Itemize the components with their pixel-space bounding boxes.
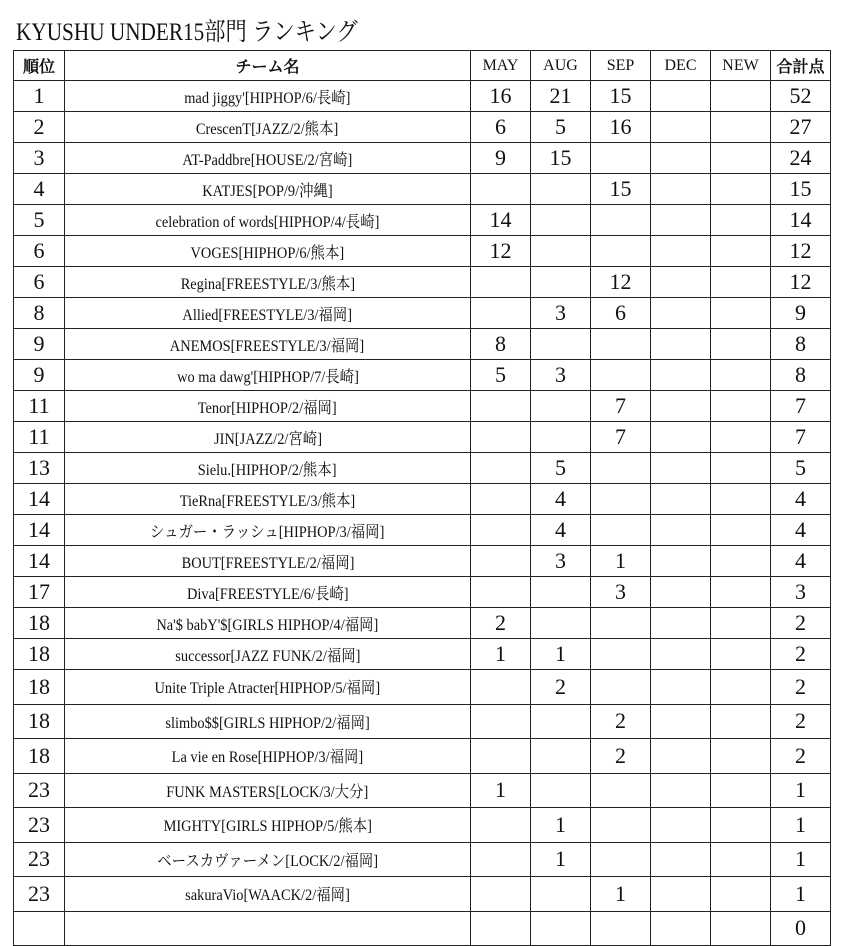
cell-aug (531, 739, 591, 774)
cell-dec (651, 81, 711, 112)
cell-sep (591, 236, 651, 267)
team-name: slimbo$$[GIRLS HIPHOP/2/福岡] (165, 714, 370, 732)
cell-sep (591, 808, 651, 843)
cell-total: 8 (771, 329, 831, 360)
cell-rank: 6 (14, 236, 65, 267)
cell-total: 9 (771, 298, 831, 329)
cell-may (471, 739, 531, 774)
cell-new (711, 484, 771, 515)
cell-rank: 14 (14, 546, 65, 577)
cell-rank: 23 (14, 773, 65, 808)
cell-dec (651, 174, 711, 205)
cell-total: 52 (771, 81, 831, 112)
cell-team (65, 422, 471, 453)
cell-new (711, 773, 771, 808)
team-name: Sielu.[HIPHOP/2/熊本] (198, 461, 337, 479)
team-name: Unite Triple Atracter[HIPHOP/5/福岡] (154, 680, 381, 698)
team-name: VOGES[HIPHOP/6/熊本] (190, 244, 345, 262)
cell-dec (651, 143, 711, 174)
cell-total: 1 (771, 842, 831, 877)
cell-may (471, 577, 531, 608)
cell-aug (531, 236, 591, 267)
cell-rank: 1 (14, 81, 65, 112)
table-row (14, 391, 831, 422)
cell-sep (591, 453, 651, 484)
team-name: TieRna[FREESTYLE/3/熊本] (179, 492, 356, 510)
cell-sep: 1 (591, 877, 651, 912)
cell-team (65, 112, 471, 143)
team-name: sakuraVio[WAACK/2/福岡] (185, 887, 350, 905)
cell-team (65, 911, 471, 946)
cell-sep (591, 773, 651, 808)
cell-total: 4 (771, 484, 831, 515)
cell-aug (531, 205, 591, 236)
team-name: mad jiggy'[HIPHOP/6/長崎] (184, 89, 351, 107)
cell-aug: 3 (531, 298, 591, 329)
cell-sep: 2 (591, 739, 651, 774)
cell-new (711, 608, 771, 639)
table-row (14, 608, 831, 639)
cell-may (471, 174, 531, 205)
cell-team (65, 360, 471, 391)
cell-team (65, 453, 471, 484)
cell-total: 7 (771, 391, 831, 422)
cell-rank (14, 911, 65, 946)
cell-total: 12 (771, 267, 831, 298)
header-row (14, 51, 831, 81)
cell-dec (651, 773, 711, 808)
team-name: successor[JAZZ FUNK/2/福岡] (174, 647, 361, 665)
cell-new (711, 205, 771, 236)
cell-may (471, 453, 531, 484)
cell-total: 8 (771, 360, 831, 391)
cell-may (471, 808, 531, 843)
cell-total: 27 (771, 112, 831, 143)
cell-dec (651, 236, 711, 267)
team-name: celebration of words[HIPHOP/4/長崎] (155, 213, 380, 231)
cell-new (711, 329, 771, 360)
cell-sep (591, 911, 651, 946)
cell-team (65, 739, 471, 774)
cell-rank: 6 (14, 267, 65, 298)
cell-rank: 8 (14, 298, 65, 329)
cell-rank: 18 (14, 739, 65, 774)
cell-may (471, 911, 531, 946)
table-row (14, 453, 831, 484)
cell-new (711, 453, 771, 484)
cell-sep (591, 329, 651, 360)
table-row (14, 704, 831, 739)
cell-total: 4 (771, 515, 831, 546)
cell-sep: 1 (591, 546, 651, 577)
cell-aug (531, 329, 591, 360)
team-name: Allied[FREESTYLE/3/福岡] (182, 306, 353, 324)
cell-aug: 21 (531, 81, 591, 112)
cell-new (711, 112, 771, 143)
cell-rank: 17 (14, 577, 65, 608)
team-name: Regina[FREESTYLE/3/熊本] (180, 275, 355, 293)
cell-aug (531, 704, 591, 739)
cell-sep: 3 (591, 577, 651, 608)
cell-rank: 14 (14, 515, 65, 546)
cell-new (711, 670, 771, 705)
cell-sep: 16 (591, 112, 651, 143)
cell-may (471, 704, 531, 739)
header-aug: AUG (531, 51, 591, 81)
cell-may: 14 (471, 205, 531, 236)
cell-sep: 15 (591, 81, 651, 112)
cell-dec (651, 515, 711, 546)
cell-dec (651, 704, 711, 739)
cell-rank: 9 (14, 360, 65, 391)
cell-new (711, 298, 771, 329)
cell-sep: 15 (591, 174, 651, 205)
cell-team (65, 329, 471, 360)
cell-may: 8 (471, 329, 531, 360)
cell-new (711, 267, 771, 298)
cell-dec (651, 112, 711, 143)
table-row (14, 174, 831, 205)
cell-new (711, 704, 771, 739)
cell-aug: 4 (531, 484, 591, 515)
cell-new (711, 808, 771, 843)
cell-rank: 18 (14, 608, 65, 639)
cell-aug (531, 911, 591, 946)
cell-sep: 2 (591, 704, 651, 739)
cell-dec (651, 205, 711, 236)
cell-team (65, 515, 471, 546)
cell-aug: 1 (531, 639, 591, 670)
team-name: Na'$ babY'$[GIRLS HIPHOP/4/福岡] (156, 616, 379, 634)
table-row (14, 329, 831, 360)
cell-team (65, 484, 471, 515)
cell-team (65, 577, 471, 608)
cell-total: 24 (771, 143, 831, 174)
cell-sep: 6 (591, 298, 651, 329)
cell-team (65, 842, 471, 877)
table-row (14, 484, 831, 515)
cell-may (471, 546, 531, 577)
table-row (14, 205, 831, 236)
cell-dec (651, 422, 711, 453)
cell-aug: 2 (531, 670, 591, 705)
header-total: 合計点 (771, 51, 831, 81)
cell-sep (591, 205, 651, 236)
cell-dec (651, 808, 711, 843)
cell-total: 1 (771, 773, 831, 808)
cell-team (65, 608, 471, 639)
cell-may: 16 (471, 81, 531, 112)
cell-may: 12 (471, 236, 531, 267)
cell-rank: 13 (14, 453, 65, 484)
table-row (14, 546, 831, 577)
cell-team (65, 639, 471, 670)
cell-new (711, 842, 771, 877)
cell-may (471, 267, 531, 298)
cell-dec (651, 877, 711, 912)
cell-sep (591, 608, 651, 639)
cell-aug (531, 877, 591, 912)
team-name: wo ma dawg'[HIPHOP/7/長崎] (176, 368, 359, 386)
cell-dec (651, 298, 711, 329)
table-row (14, 81, 831, 112)
cell-new (711, 515, 771, 546)
cell-sep (591, 639, 651, 670)
team-name: FUNK MASTERS[LOCK/3/大分] (166, 783, 369, 801)
table-row (14, 639, 831, 670)
cell-dec (651, 911, 711, 946)
cell-team (65, 81, 471, 112)
cell-total: 1 (771, 808, 831, 843)
table-row (14, 298, 831, 329)
table-row (14, 842, 831, 877)
cell-aug (531, 267, 591, 298)
cell-aug (531, 422, 591, 453)
cell-sep (591, 670, 651, 705)
header-rank: 順位 (14, 51, 65, 81)
header-dec: DEC (651, 51, 711, 81)
cell-team (65, 267, 471, 298)
cell-dec (651, 577, 711, 608)
cell-new (711, 577, 771, 608)
cell-rank: 18 (14, 639, 65, 670)
cell-may (471, 391, 531, 422)
cell-rank: 9 (14, 329, 65, 360)
header-sep: SEP (591, 51, 651, 81)
cell-aug: 5 (531, 112, 591, 143)
cell-aug (531, 608, 591, 639)
cell-may (471, 670, 531, 705)
cell-dec (651, 842, 711, 877)
cell-new (711, 81, 771, 112)
cell-total: 2 (771, 739, 831, 774)
table-row (14, 577, 831, 608)
team-name: BOUT[FREESTYLE/2/福岡] (181, 554, 354, 572)
team-name: Tenor[HIPHOP/2/福岡] (198, 399, 337, 417)
cell-rank: 5 (14, 205, 65, 236)
cell-aug (531, 391, 591, 422)
cell-rank: 23 (14, 842, 65, 877)
ranking-table (13, 50, 831, 946)
header-team: チーム名 (65, 51, 471, 81)
cell-team (65, 877, 471, 912)
cell-team (65, 174, 471, 205)
cell-sep (591, 515, 651, 546)
cell-total: 2 (771, 670, 831, 705)
cell-dec (651, 608, 711, 639)
cell-dec (651, 639, 711, 670)
page-title: KYUSHU UNDER15部門 ランキング (16, 19, 358, 46)
cell-total: 4 (771, 546, 831, 577)
cell-dec (651, 453, 711, 484)
cell-may (471, 422, 531, 453)
cell-aug: 4 (531, 515, 591, 546)
cell-dec (651, 546, 711, 577)
table-row (14, 422, 831, 453)
cell-rank: 4 (14, 174, 65, 205)
cell-sep: 7 (591, 422, 651, 453)
table-row (14, 236, 831, 267)
cell-dec (651, 267, 711, 298)
cell-total: 1 (771, 877, 831, 912)
cell-sep: 7 (591, 391, 651, 422)
cell-dec (651, 391, 711, 422)
cell-new (711, 143, 771, 174)
cell-team (65, 808, 471, 843)
team-name: KATJES[POP/9/沖縄] (202, 182, 333, 200)
cell-team (65, 704, 471, 739)
cell-rank: 2 (14, 112, 65, 143)
team-name: JIN[JAZZ/2/宮崎] (213, 430, 322, 448)
cell-rank: 18 (14, 670, 65, 705)
cell-dec (651, 739, 711, 774)
cell-new (711, 877, 771, 912)
table-row (14, 808, 831, 843)
cell-team (65, 391, 471, 422)
table-row (14, 112, 831, 143)
cell-team (65, 773, 471, 808)
cell-new (711, 422, 771, 453)
cell-team (65, 143, 471, 174)
cell-may (471, 877, 531, 912)
cell-new (711, 546, 771, 577)
cell-total: 12 (771, 236, 831, 267)
cell-may: 1 (471, 639, 531, 670)
cell-dec (651, 670, 711, 705)
cell-sep (591, 360, 651, 391)
table-row (14, 739, 831, 774)
table-row (14, 515, 831, 546)
cell-aug: 3 (531, 546, 591, 577)
cell-rank: 11 (14, 391, 65, 422)
table-row (14, 360, 831, 391)
cell-total: 2 (771, 608, 831, 639)
team-name: La vie en Rose[HIPHOP/3/福岡] (171, 749, 364, 767)
cell-team (65, 298, 471, 329)
cell-team (65, 546, 471, 577)
cell-aug (531, 577, 591, 608)
cell-may: 9 (471, 143, 531, 174)
cell-aug: 5 (531, 453, 591, 484)
cell-team (65, 670, 471, 705)
cell-may: 6 (471, 112, 531, 143)
cell-aug: 1 (531, 808, 591, 843)
cell-may (471, 298, 531, 329)
cell-sep (591, 143, 651, 174)
cell-rank: 3 (14, 143, 65, 174)
table-row (14, 670, 831, 705)
cell-aug: 1 (531, 842, 591, 877)
cell-aug: 15 (531, 143, 591, 174)
team-name: Diva[FREESTYLE/6/長崎] (186, 585, 349, 603)
cell-new (711, 639, 771, 670)
cell-sep (591, 484, 651, 515)
table-row (14, 773, 831, 808)
cell-team (65, 236, 471, 267)
cell-sep (591, 842, 651, 877)
team-name: シュガー・ラッシュ[HIPHOP/3/福岡] (150, 523, 385, 541)
cell-rank: 18 (14, 704, 65, 739)
cell-new (711, 391, 771, 422)
cell-total: 5 (771, 453, 831, 484)
cell-may: 5 (471, 360, 531, 391)
cell-new (711, 360, 771, 391)
cell-aug (531, 174, 591, 205)
cell-may (471, 842, 531, 877)
cell-aug: 3 (531, 360, 591, 391)
cell-new (711, 174, 771, 205)
cell-rank: 23 (14, 808, 65, 843)
cell-aug (531, 773, 591, 808)
cell-rank: 23 (14, 877, 65, 912)
cell-rank: 11 (14, 422, 65, 453)
cell-may: 2 (471, 608, 531, 639)
cell-dec (651, 360, 711, 391)
cell-dec (651, 329, 711, 360)
cell-total: 2 (771, 639, 831, 670)
table-row (14, 911, 831, 946)
cell-total: 0 (771, 911, 831, 946)
cell-sep: 12 (591, 267, 651, 298)
cell-team (65, 205, 471, 236)
cell-total: 3 (771, 577, 831, 608)
cell-total: 2 (771, 704, 831, 739)
team-name: MIGHTY[GIRLS HIPHOP/5/熊本] (163, 818, 372, 836)
cell-may: 1 (471, 773, 531, 808)
table-row (14, 267, 831, 298)
table-row (14, 877, 831, 912)
team-name: ベースカヴァーメン[LOCK/2/福岡] (157, 852, 378, 870)
team-name: CrescenT[JAZZ/2/熊本] (196, 120, 339, 138)
cell-new (711, 739, 771, 774)
cell-total: 14 (771, 205, 831, 236)
cell-dec (651, 484, 711, 515)
cell-total: 7 (771, 422, 831, 453)
cell-new (711, 911, 771, 946)
cell-may (471, 484, 531, 515)
table-row (14, 143, 831, 174)
cell-rank: 14 (14, 484, 65, 515)
cell-new (711, 236, 771, 267)
header-may: MAY (471, 51, 531, 81)
team-name: ANEMOS[FREESTYLE/3/福岡] (170, 337, 365, 355)
header-new: NEW (711, 51, 771, 81)
cell-may (471, 515, 531, 546)
cell-total: 15 (771, 174, 831, 205)
team-name: AT-Paddbre[HOUSE/2/宮崎] (182, 151, 353, 169)
